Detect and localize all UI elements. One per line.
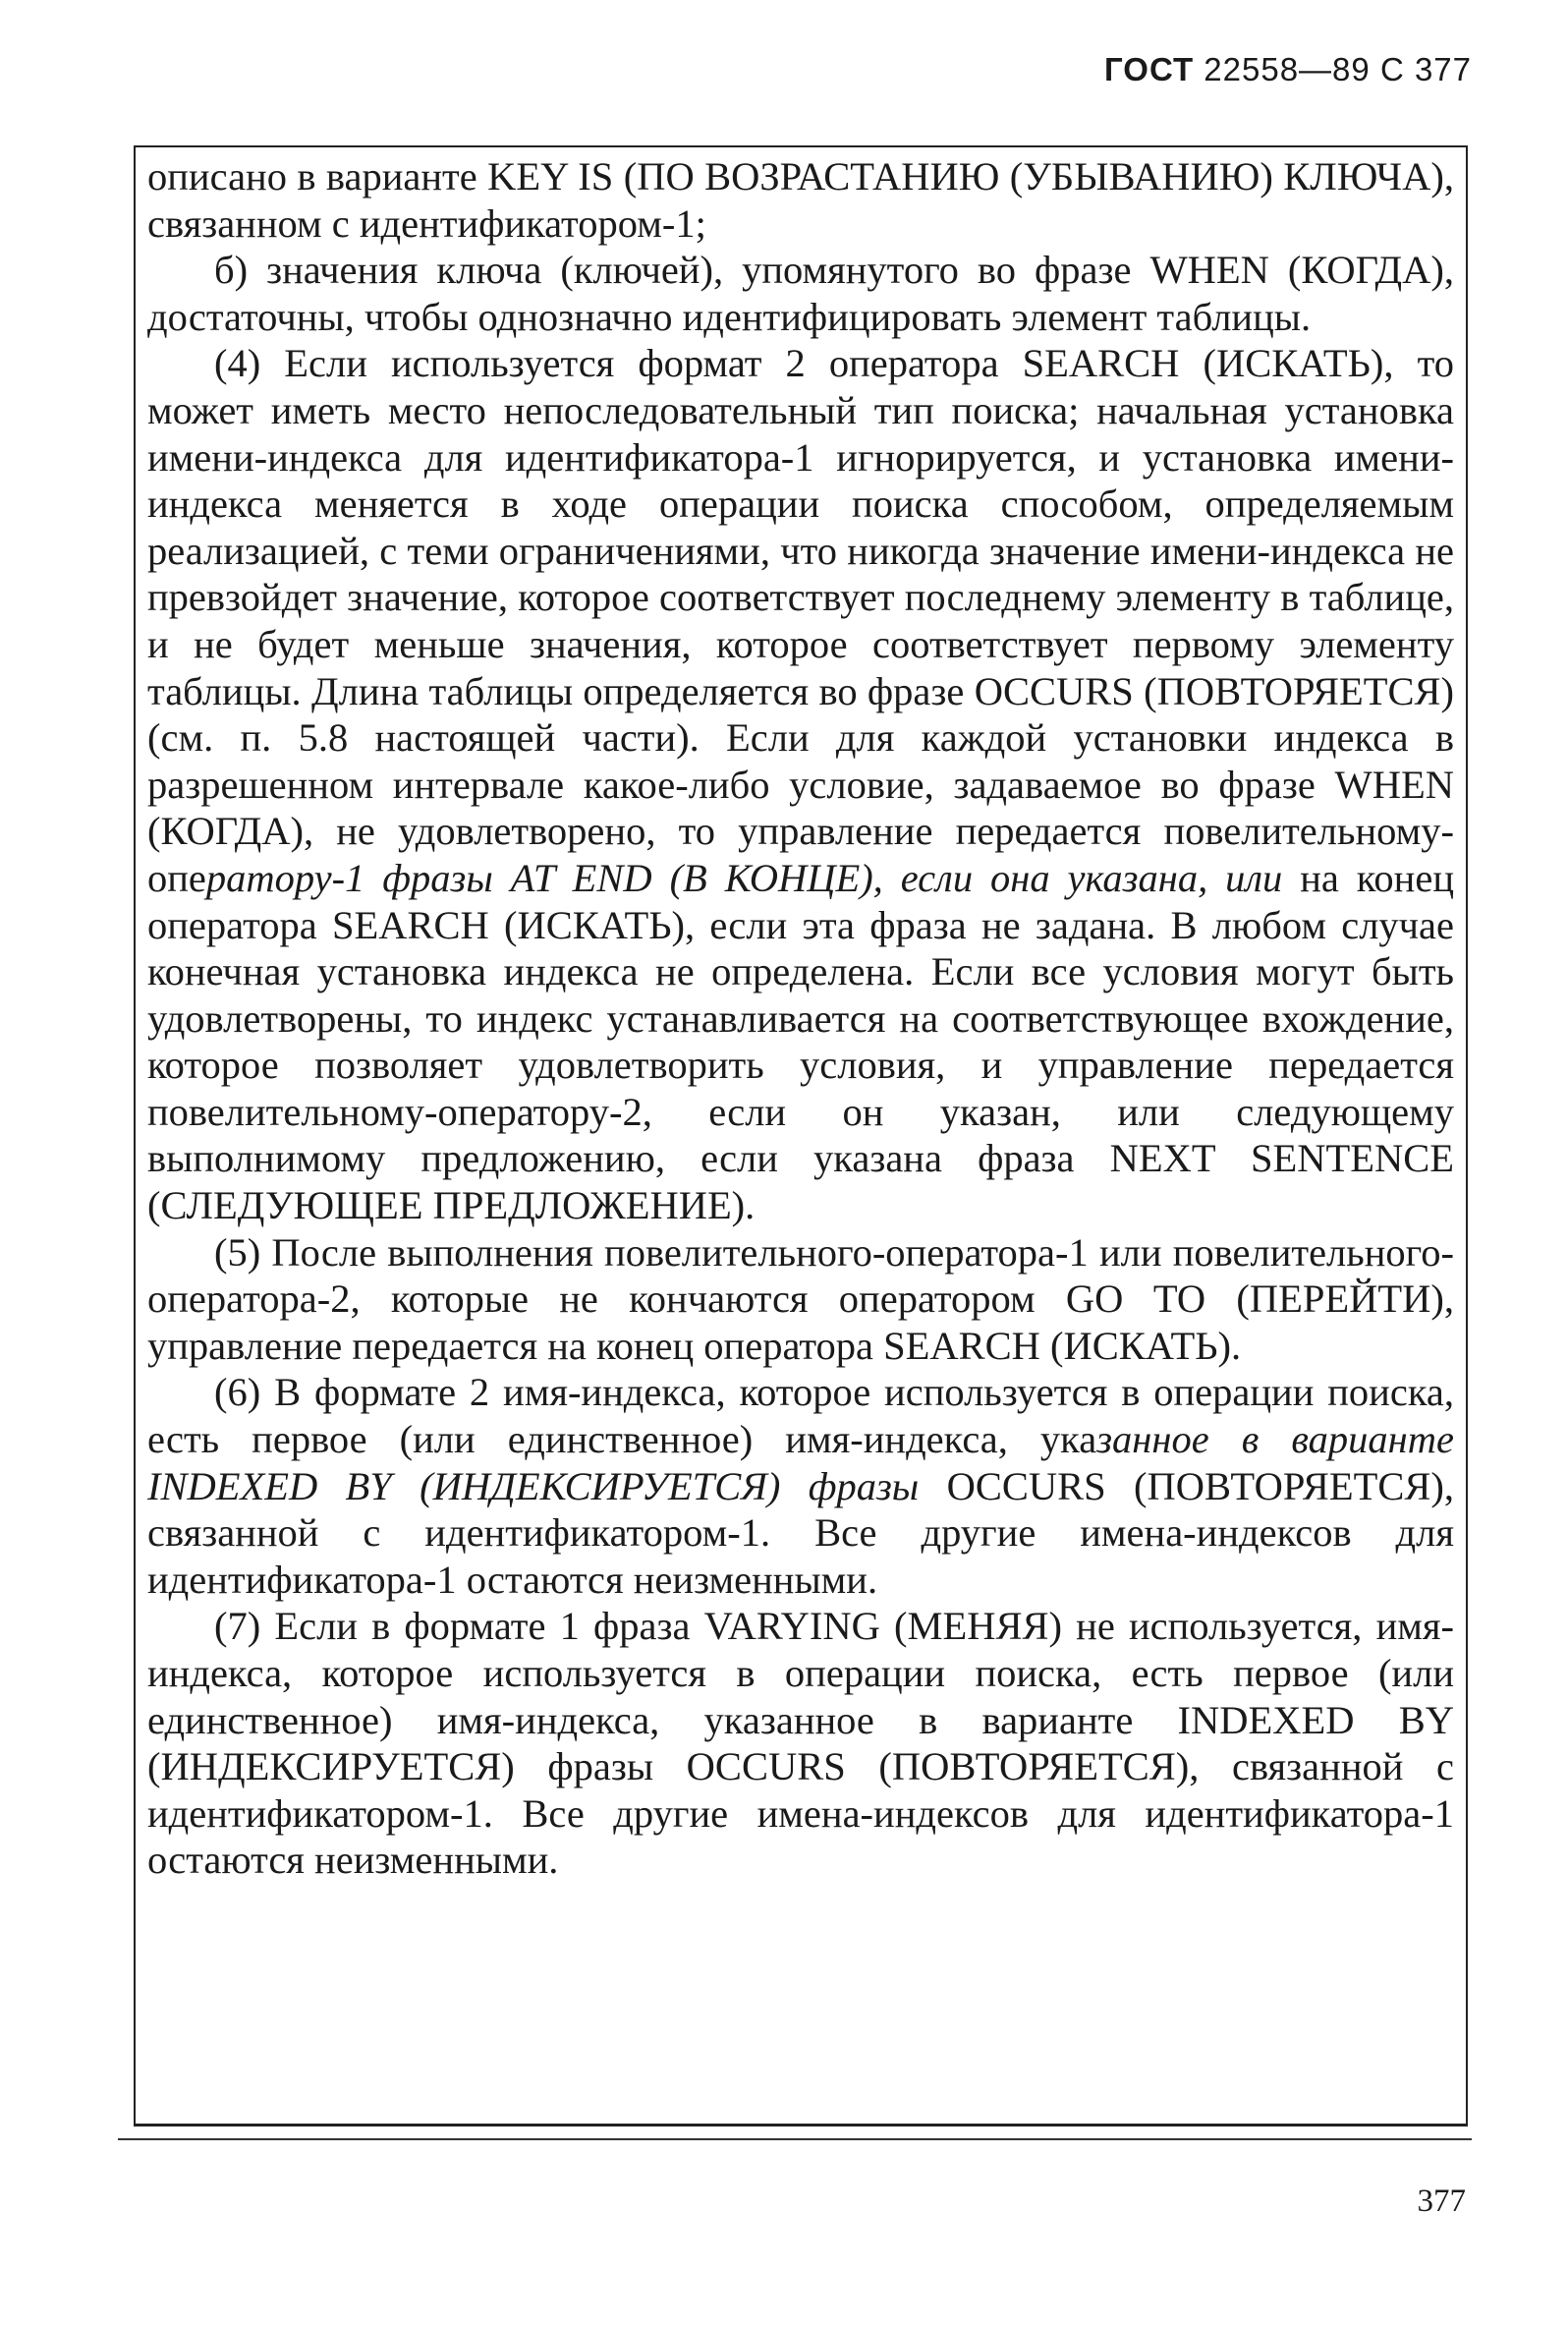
paragraph-6: (7) Если в формате 1 фраза VARYING (МЕНЯЯ) не используется, имя-индекса, которое используется в операции поиска, есть первое (или единственное) имя-индекса, указанное в варианте INDEXED BY (ИНДЕКСИРУЕТСЯ) фразы OCCURS (ПОВТОРЯЕТСЯ), связанной с идентификатором-1. Все другие имена-индексов для идентификатора-1 остаются неизменными. <box>147 1604 1454 1883</box>
paragraph-3-italic: ратору-1 фразы AT END (В КОНЦЕ), если она указана, или <box>205 855 1283 900</box>
paragraph-3-part-a: (4) Если используется формат 2 оператора SEARCH (ИСКАТЬ), то может иметь место непоследовательный тип поиска; начальная установка имени-индекса для идентификатора-1 игнорируется, и установка имени-индекса меняется в ходе операции поиска способом, определяемым реализацией, с теми ограничениями, что никогда значение имени-индекса не превзойдет значение, которое соответствует последнему элементу в таблице, и не будет меньше значения, которое соответствует первому элементу таблицы. Длина таблицы определяется во фразе OCCURS (ПОВТОРЯЕТСЯ) (см. п. 5.8 настоящей части). Если для каждой установки индекса в разрешенном интервале какое-либо условие, задаваемое во фразе WHEN (КОГДА), не удовлетворено, то управление передается повелительному-опе <box>147 341 1454 900</box>
paragraph-1: описано в варианте KEY IS (ПО ВОЗРАСТАНИЮ (УБЫВАНИЮ) КЛЮЧА), связанном с идентификатором-1; <box>147 154 1454 246</box>
paragraph-5-part-a: (6) В формате 2 имя-индекса, которое используется в операции поиска, есть первое (или единственное) имя-индекса, ука <box>147 1370 1454 1462</box>
paragraph-3-part-b: на конец оператора SEARCH (ИСКАТЬ), если эта фраза не задана. В любом случае конечная установка индекса не определена. Если все условия могут быть удовлетворены, то индекс устанавливается на соответствующее вхождение, которое позволяет удовлетворить условия, и управление передается повелительному-оператору-2, если он указан, или следующему выполнимому предложению, если указана фраза NEXT SENTENCE (СЛЕДУЮЩЕЕ ПРЕДЛОЖЕНИЕ). <box>147 855 1455 1228</box>
standard-label: ГОСТ <box>1104 51 1195 87</box>
body-text <box>147 153 1454 1884</box>
paragraph-4: (5) После выполнения повелительного-оператора-1 или повелительного-оператора-2, которые не кончаются оператором GO TO (ПЕРЕЙТИ), управление передается на конец оператора SEARCH (ИСКАТЬ). <box>147 1229 1454 1368</box>
running-head <box>1104 51 1472 88</box>
paragraph-5-part-b: OCCURS (ПОВТОРЯЕТСЯ), связанной с идентификатором-1. Все другие имена-индексов для идентификатора-1 остаются неизменными. <box>147 1463 1454 1602</box>
bottom-rule <box>118 2138 1472 2140</box>
paragraph-5 <box>147 1369 1454 1603</box>
page-reference: С 377 <box>1379 51 1472 87</box>
page-number: 377 <box>1417 2183 1466 2219</box>
standard-number: 22558—89 <box>1204 51 1371 87</box>
paragraph-5-italic: занное в варианте INDEXED BY (ИНДЕКСИРУЕТСЯ) фразы <box>147 1417 1454 1508</box>
paragraph-3 <box>147 340 1454 1228</box>
paragraph-2: б) значения ключа (ключей), упомянутого во фразе WHEN (КОГДА), достаточны, чтобы однозначно идентифицировать элемент таблицы. <box>147 248 1454 339</box>
